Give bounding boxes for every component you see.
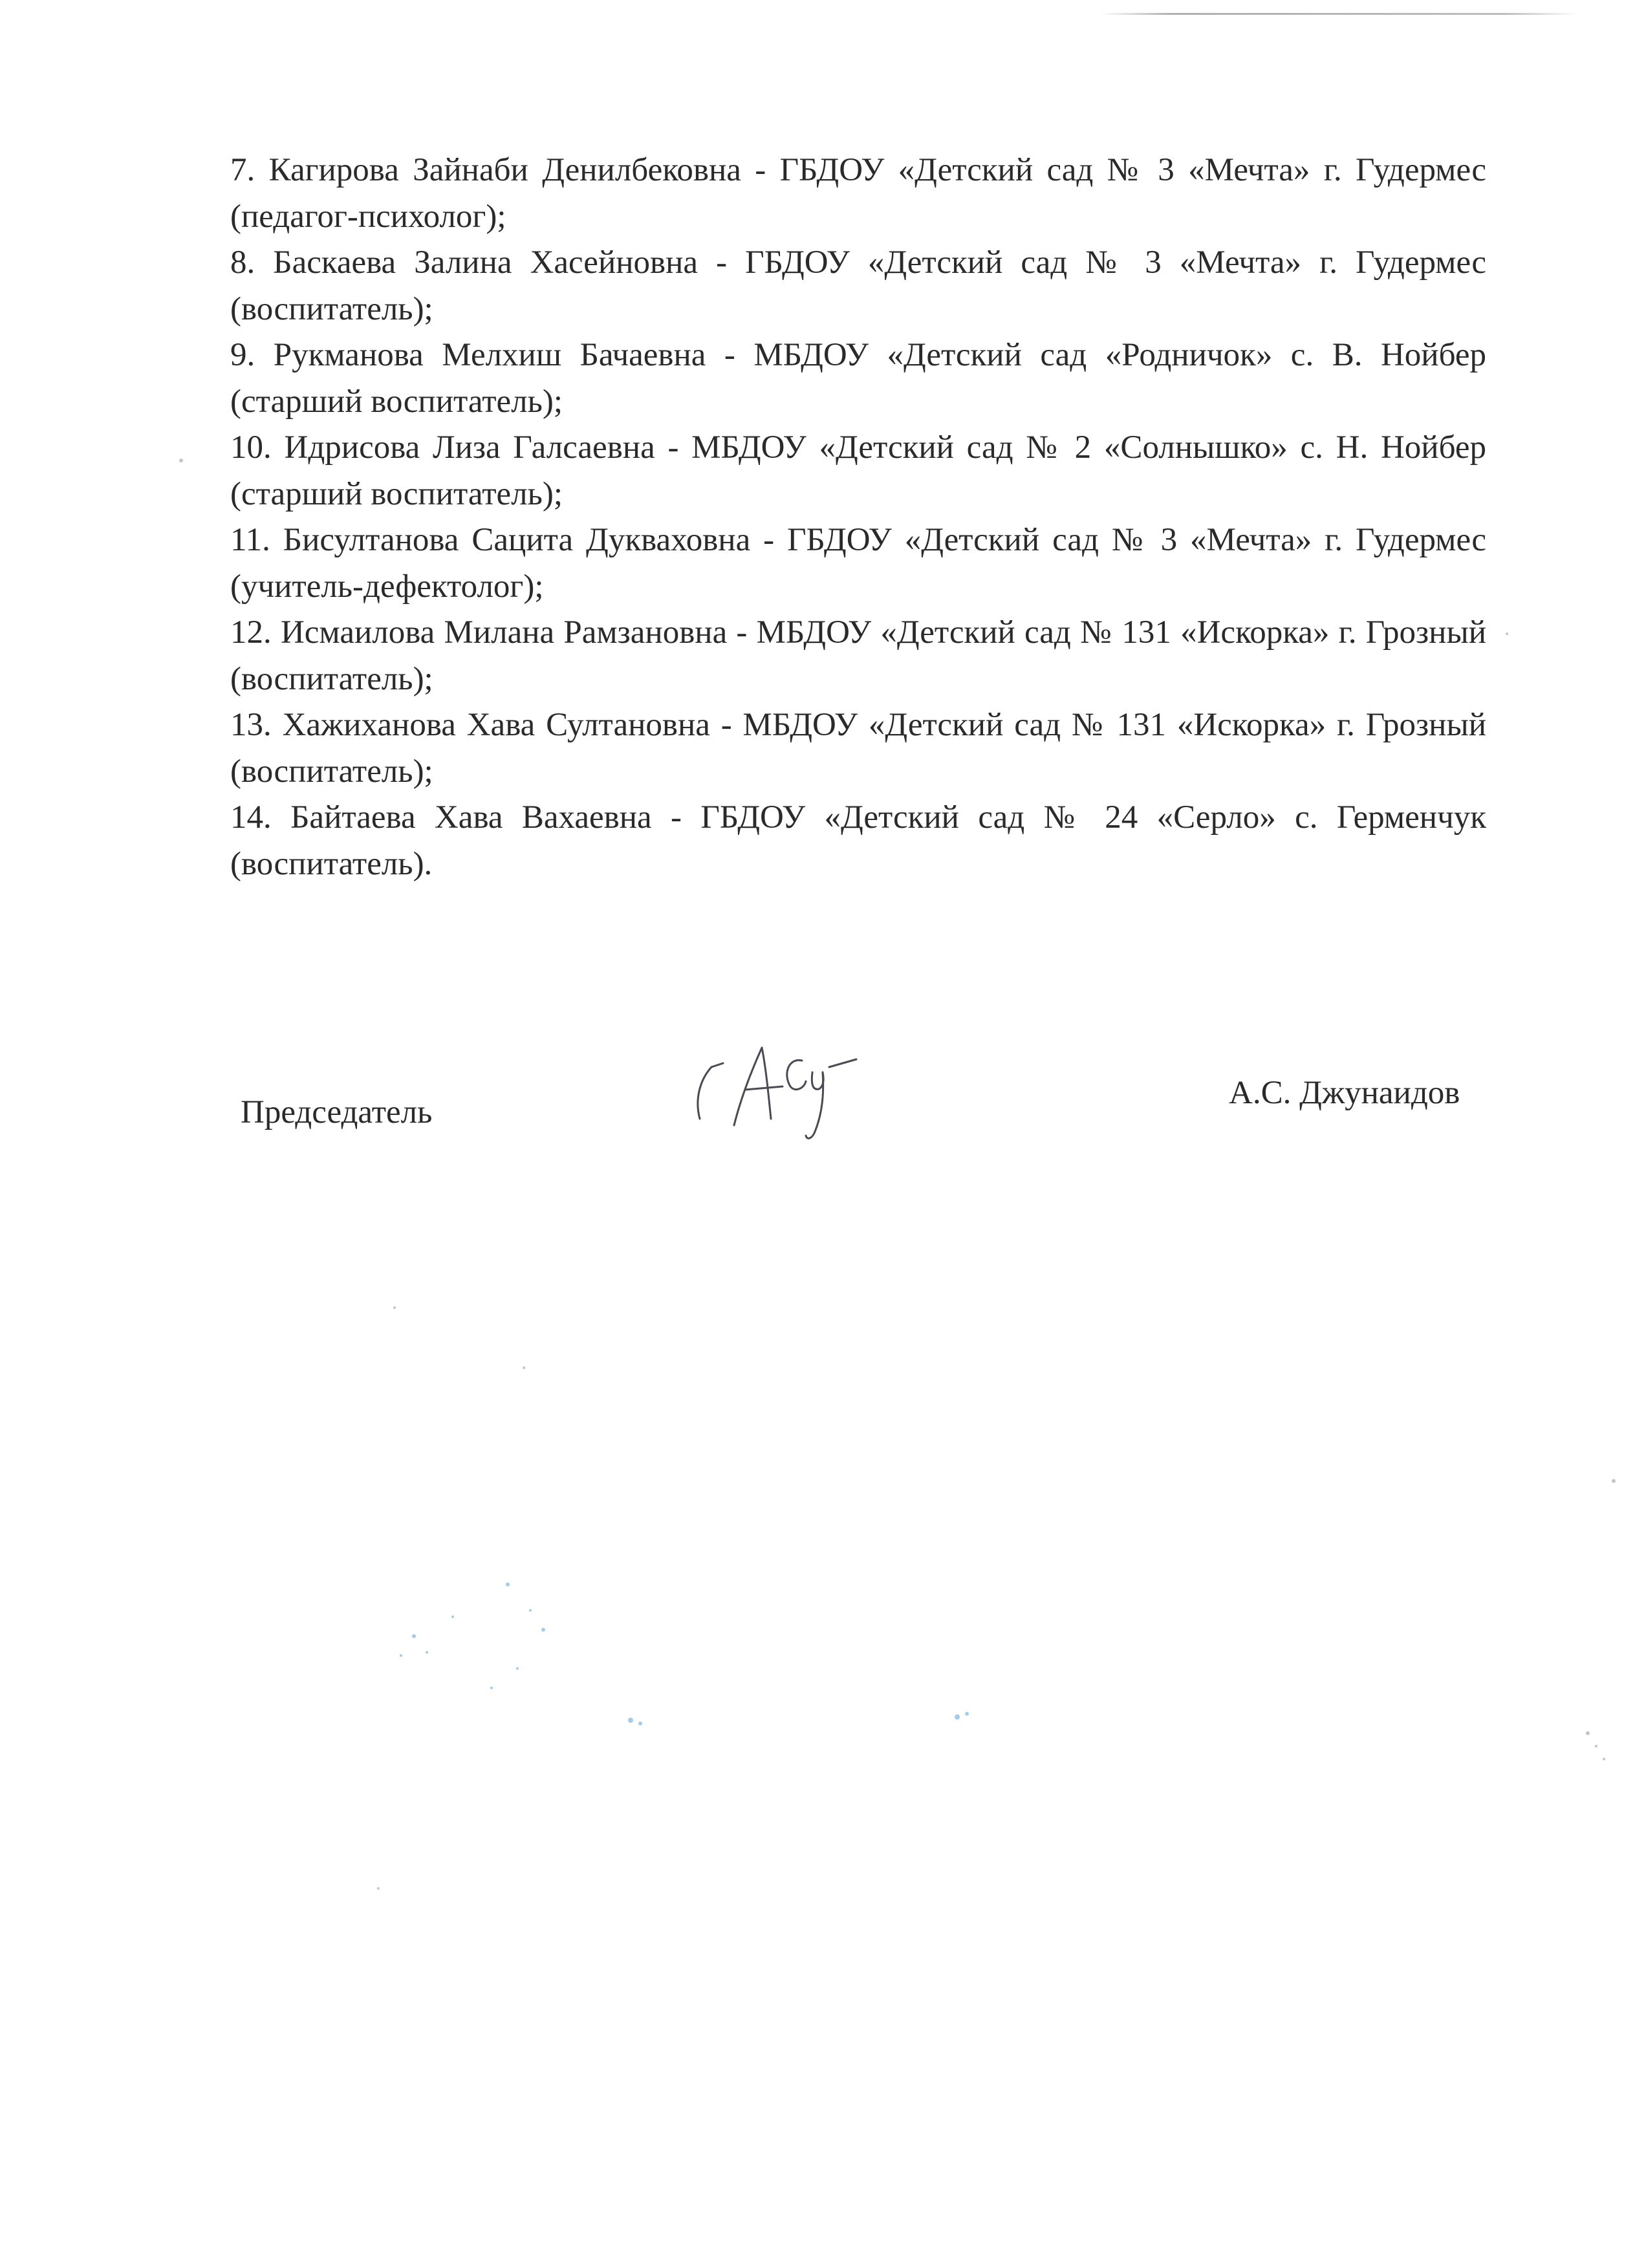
list-item: 13. Хажиханова Хава Султановна - МБДОУ «Детский сад № 131 «Искорка» г. Грозный (воспитатель); xyxy=(230,707,1486,790)
list-item: 10. Идрисова Лиза Галсаевна - МБДОУ «Детский сад № 2 «Солнышко» с. Н. Нойбер (старший воспитатель); xyxy=(230,429,1486,512)
list-item: 7. Кагирова Зайнаби Денилбековна - ГБДОУ «Детский сад № 3 «Мечта» г. Гудермес (педагог-психолог); xyxy=(230,152,1486,235)
signature-name: А.С. Джунаидов xyxy=(1229,1075,1460,1111)
signature-title: Председатель xyxy=(241,1094,433,1130)
list-item: 8. Баскаева Залина Хасейновна - ГБДОУ «Детский сад № 3 «Мечта» г. Гудермес (воспитатель); xyxy=(230,244,1486,327)
list-item: 12. Исмаилова Милана Рамзановна - МБДОУ «Детский сад № 131 «Искорка» г. Грозный (воспитатель); xyxy=(230,614,1486,697)
list-item: 14. Байтаева Хава Вахаевна - ГБДОУ «Детский сад № 24 «Серло» с. Герменчук (воспитатель). xyxy=(230,799,1486,882)
list-item: 9. Рукманова Мелхиш Бачаевна - МБДОУ «Детский сад «Родничок» с. В. Нойбер (старший воспитатель); xyxy=(230,337,1486,420)
list-item: 11. Бисултанова Сацита Дукваховна - ГБДОУ «Детский сад № 3 «Мечта» г. Гудермес (учитель-дефектолог); xyxy=(230,522,1486,605)
